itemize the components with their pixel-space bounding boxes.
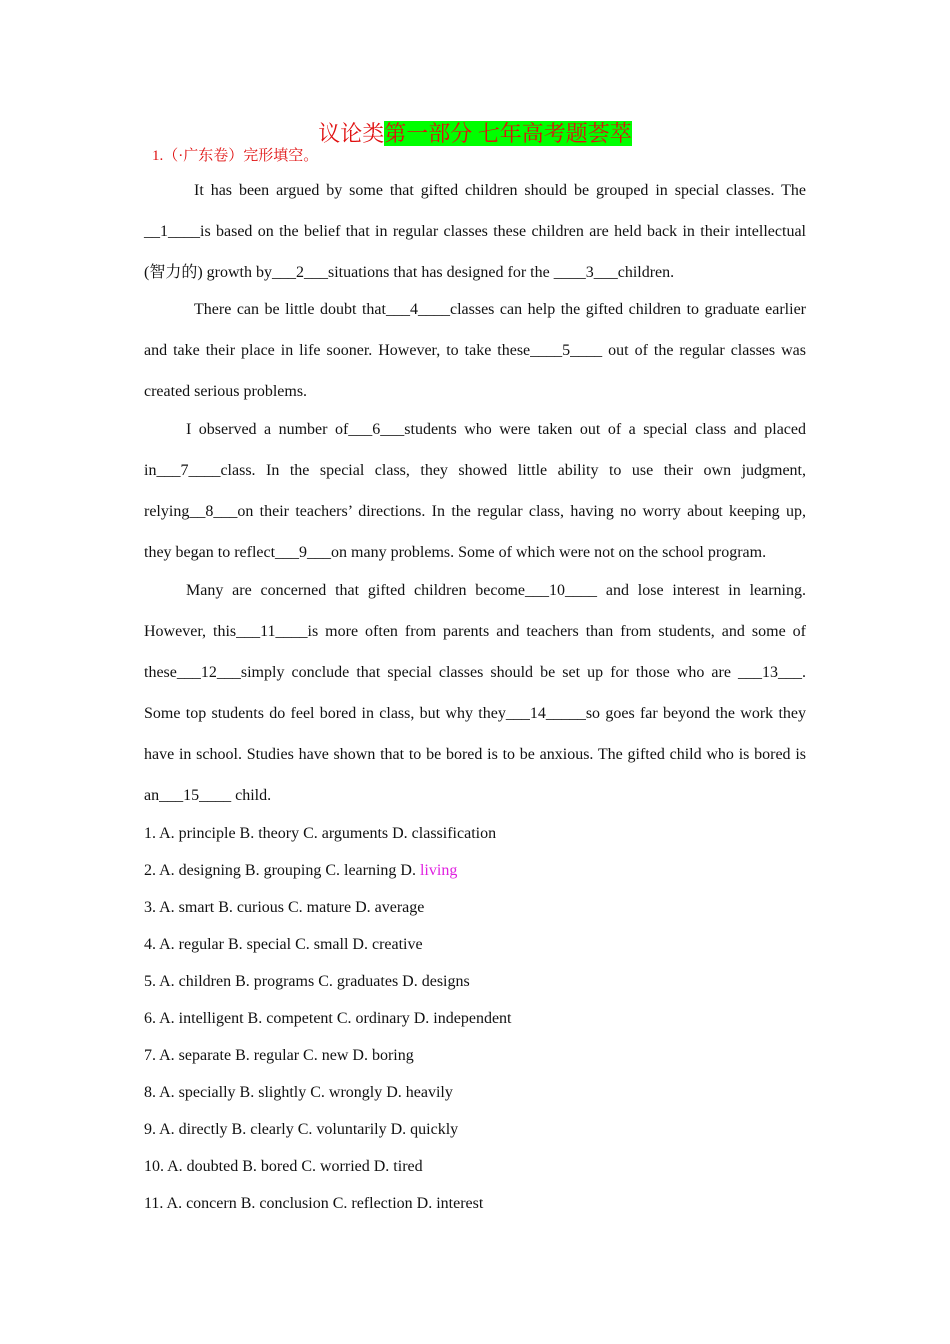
question-9-options: 9. A. directly B. clearly C. voluntarily D. quickly bbox=[144, 1121, 459, 1138]
passage-paragraph-4: Many are concerned that gifted children become___10____ and lose interest in learning. However, this___11____is more often from parents and teachers than from students, and some of these___12___simply conclude that special classes should be set up for those who are ___13___. Some top students do feel bored in class, but why they___14_____so goes far beyond the work they have in school. Studies have shown that to be bored is to be anxious. The gifted child who is bored is an___15____ child. bbox=[144, 582, 806, 804]
question-3-options: 3. A. smart B. curious C. mature D. average bbox=[144, 899, 425, 916]
question-options-list bbox=[144, 815, 806, 1222]
question-10-options: 10. A. doubted B. bored C. worried D. tired bbox=[144, 1158, 423, 1175]
question-2-options bbox=[144, 852, 806, 889]
title-highlight: 第一部分 七年高考题荟萃 bbox=[384, 121, 632, 146]
question-2-highlight-answer: living bbox=[419, 862, 458, 879]
question-7-options: 7. A. separate B. regular C. new D. boring bbox=[144, 1047, 414, 1064]
question-8-options: 8. A. specially B. slightly C. wrongly D. heavily bbox=[144, 1084, 453, 1101]
question-11-options: 11. A. concern B. conclusion C. reflection D. interest bbox=[144, 1195, 484, 1212]
question-4-options: 4. A. regular B. special C. small D. creative bbox=[144, 936, 423, 953]
page-title bbox=[0, 118, 950, 150]
question-6-options: 6. A. intelligent B. competent C. ordinary D. independent bbox=[144, 1010, 512, 1027]
question-5-options: 5. A. children B. programs C. graduates D. designs bbox=[144, 973, 470, 990]
passage-paragraph-3: I observed a number of___6___students who were taken out of a special class and placed in___7____class. In the special class, they showed little ability to use their own judgment, relying__8___on their teachers’ directions. In the regular class, having no worry about keeping up, they began to reflect___9___on many problems. Some of which were not on the school program. bbox=[144, 421, 806, 561]
question-2-text: 2. A. designing B. grouping C. learning D. bbox=[144, 862, 420, 879]
question-1-options: 1. A. principle B. theory C. arguments D. classification bbox=[144, 825, 497, 842]
passage-paragraph-2: There can be little doubt that___4____classes can help the gifted children to graduate earlier and take their place in life sooner. However, to take these____5____ out of the regular classes was created serious problems. bbox=[144, 301, 806, 400]
title-prefix: 议论类 bbox=[318, 121, 385, 146]
section-subtitle: 1.（·广东卷）完形填空。 bbox=[152, 148, 319, 164]
passage-paragraph-1: It has been argued by some that gifted children should be grouped in special classes. The __1____is based on the belief that in regular classes these children are held back in their intellectual (智力的) growth by___2___situations that has designed for the ____3___children. bbox=[144, 182, 806, 281]
